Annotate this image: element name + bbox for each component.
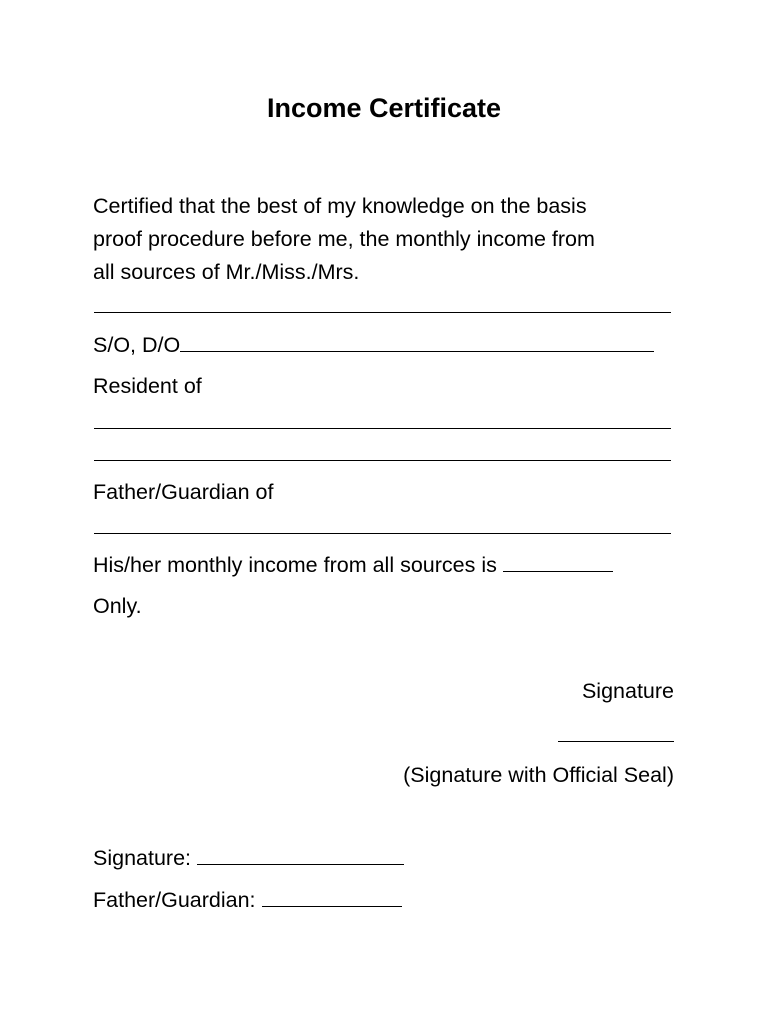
so-do-blank[interactable] [180,331,654,352]
bottom-father-guardian-blank[interactable] [262,886,402,907]
so-do-row [93,330,654,360]
father-guardian-of-label: Father/Guardian of [93,480,274,504]
page-title: Income Certificate [266,93,502,123]
father-guardian-blank[interactable] [94,533,671,534]
official-signature-row [558,720,674,750]
intro-line-2: proof procedure before me, the monthly income from [93,227,595,251]
intro-line-3: all sources of Mr./Miss./Mrs. [93,260,360,284]
official-seal-label: (Signature with Official Seal) [403,763,674,787]
income-row [93,550,613,580]
intro-line-1: Certified that the best of my knowledge on the basis [93,194,587,218]
bottom-signature-label: Signature: [93,846,192,870]
bottom-father-guardian-label: Father/Guardian: [93,888,256,912]
bottom-signature-blank[interactable] [197,844,404,865]
residence-blank-1[interactable] [94,428,671,429]
residence-blank-2[interactable] [94,460,671,461]
bottom-father-guardian-row [93,885,402,915]
income-label: His/her monthly income from all sources is [93,553,497,577]
income-amount-blank[interactable] [503,551,613,572]
name-blank[interactable] [94,312,671,313]
signature-label: Signature [581,679,674,703]
so-do-label: S/O, D/O [93,333,181,357]
only-label: Only. [93,594,142,618]
official-signature-blank[interactable] [558,721,674,742]
bottom-signature-row [93,843,404,873]
resident-of-label: Resident of [93,374,202,398]
